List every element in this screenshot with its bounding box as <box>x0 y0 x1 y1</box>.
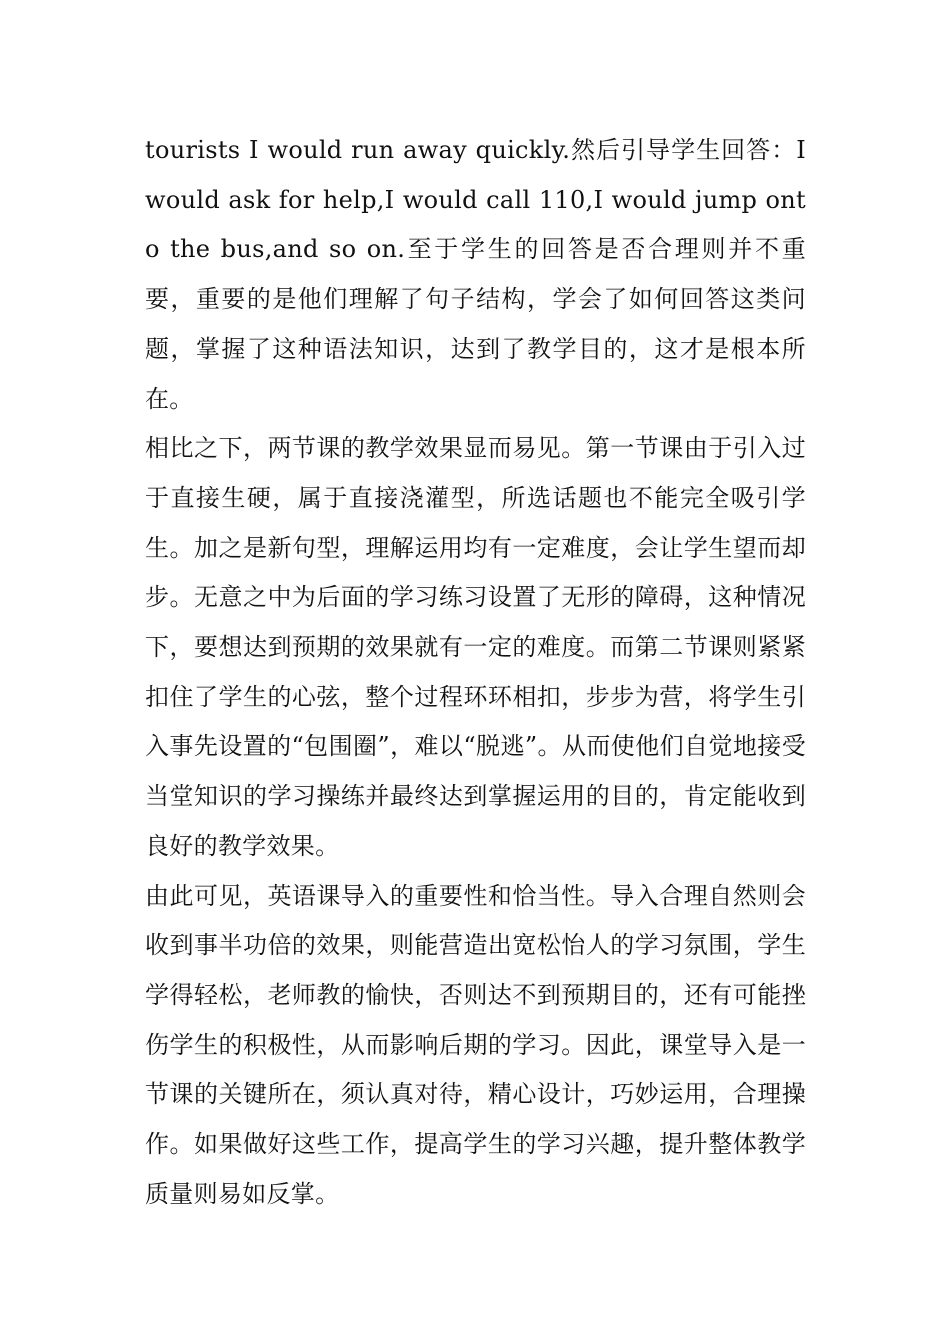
paragraph-3: 由此可见，英语课导入的重要性和恰当性。导入合理自然则会收到事半功倍的效果，则能营造出宽松怡人的学习氛围，学生学得轻松，老师教的愉快，否则达不到预期目的，还有可能挫伤学生的积极性，从而影响后期的学习。因此，课堂导入是一节课的关键所在，须认真对待，精心设计，巧妙运用，合理操作。如果做好这些工作，提高学生的学习兴趣，提升整体教学质量则易如反掌。 <box>145 881 806 1208</box>
paragraph-2: 相比之下，两节课的教学效果显而易见。第一节课由于引入过于直接生硬，属于直接浇灌型，所选话题也不能完全吸引学生。加之是新句型，理解运用均有一定难度，会让学生望而却步。无意之中为后面的学习练习设置了无形的障碍，这种情况下，要想达到预期的效果就有一定的难度。而第二节课则紧紧扣住了学生的心弦，整个过程环环相扣，步步为营，将学生引入事先设置的“包围圈”，难以“脱逃”。从而使他们自觉地接受当堂知识的学习操练并最终达到掌握运用的目的，肯定能收到良好的教学效果。 <box>145 434 806 860</box>
paragraph-1: tourists I would run away quickly.然后引导学生回答：I would ask for help,I would call 110,I would jump onto the bus,and so on.至于学生的回答是否合理则并不重要，重要的是他们理解了句子结构，学会了如何回答这类问题，掌握了这种语法知识，达到了教学目的，这才是根本所在。 <box>145 136 806 413</box>
document-body <box>145 126 806 1219</box>
